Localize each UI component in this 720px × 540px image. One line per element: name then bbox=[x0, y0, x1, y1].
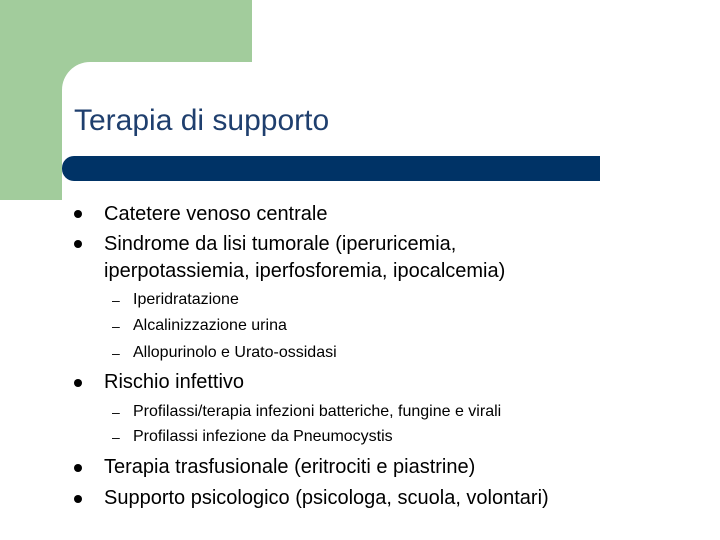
bullet-dot bbox=[74, 495, 82, 503]
bullet-sindrome-line2: iperpotassiemia, iperfosforemia, ipocalcemia) bbox=[104, 260, 506, 282]
slide-title: Terapia di supporto bbox=[74, 104, 330, 137]
sub-dash: – bbox=[112, 429, 120, 445]
bullet-dot bbox=[74, 464, 82, 472]
sub-dash: – bbox=[112, 345, 120, 361]
bullet-trasfusionale: Terapia trasfusionale (eritrociti e piastrine) bbox=[104, 456, 476, 478]
bullet-dot bbox=[74, 210, 82, 218]
sub-dash: – bbox=[112, 318, 120, 334]
bullet-dot bbox=[74, 240, 82, 248]
bullet-rischio: Rischio infettivo bbox=[104, 371, 245, 393]
title-underline-bar bbox=[62, 156, 600, 181]
bullet-catetere: Catetere venoso centrale bbox=[104, 203, 328, 225]
sub-allopurinolo: Allopurinolo e Urato-ossidasi bbox=[133, 344, 337, 361]
sub-dash: – bbox=[112, 404, 120, 420]
bullet-psicologico: Supporto psicologico (psicologa, scuola, volontari) bbox=[104, 487, 549, 509]
sub-pneumocystis: Profilassi infezione da Pneumocystis bbox=[133, 428, 393, 445]
sub-profilassi-terapia: Profilassi/terapia infezioni batteriche, fungine e virali bbox=[133, 403, 502, 420]
sub-iperidratazione: Iperidratazione bbox=[133, 291, 239, 308]
bullet-dot bbox=[74, 379, 82, 387]
bullet-sindrome-line1: Sindrome da lisi tumorale (iperuricemia, bbox=[104, 233, 457, 255]
sub-dash: – bbox=[112, 292, 120, 308]
sub-alcalinizzazione: Alcalinizzazione urina bbox=[133, 317, 287, 334]
